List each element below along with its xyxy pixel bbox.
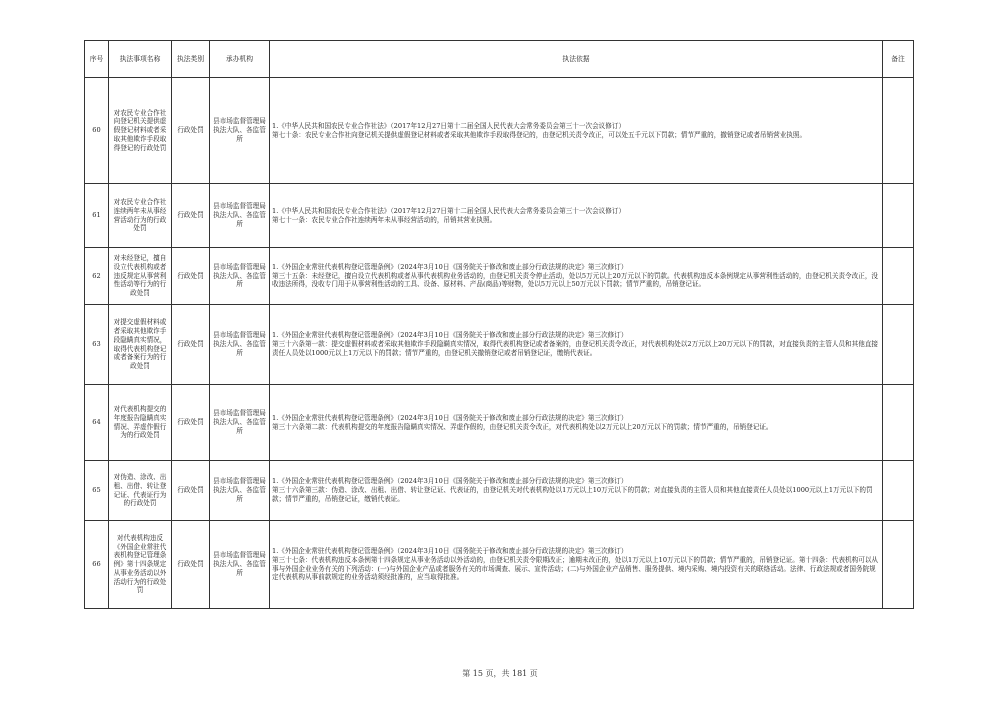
basis-line: 1.《外国企业常驻代表机构登记管理条例》（2024年3月10日《国务院关于修改和废止部分行政法规的决定》第三次修订） (272, 413, 628, 422)
row-note (883, 78, 914, 184)
row-num: 62 (85, 248, 109, 305)
row-item-name: 对代表机构违反《外国企业常驻代表机构登记管理条例》第十四条规定从事业务活动以外活动行为的行政处罚 (109, 521, 172, 609)
header-legal-basis: 执法依据 (270, 41, 883, 78)
row-organization: 县市场监督管理局执法大队、各监管所 (210, 385, 270, 461)
header-num: 序号 (85, 41, 109, 78)
row-enforcement-type: 行政处罚 (172, 184, 210, 248)
table-row (85, 78, 914, 184)
basis-line: 1.《外国企业常驻代表机构登记管理条例》（2024年3月10日《国务院关于修改和废止部分行政法规的决定》第三次修订） (272, 547, 628, 556)
row-num: 64 (85, 385, 109, 461)
row-num: 60 (85, 78, 109, 184)
basis-line: 第三十六条第三款：伪造、涂改、出租、出借、转让登记证、代表证的，由登记机关对代表机构处以1万元以上10万元以下的罚款；对直接负责的主管人员和其他直接责任人员处以1000元以上1万元以下的罚款；情节严重的，吊销登记证，缴销代表证。 (272, 486, 873, 503)
row-organization: 县市场监督管理局执法大队、各监管所 (210, 248, 270, 305)
header-note: 备注 (883, 41, 914, 78)
row-note (883, 385, 914, 461)
row-item-name: 对农民专业合作社向登记机关提供虚假登记材料或者采取其他欺诈手段取得登记的行政处罚 (109, 78, 172, 184)
row-enforcement-type: 行政处罚 (172, 248, 210, 305)
basis-line: 1.《中华人民共和国农民专业合作社法》（2017年12月27日第十二届全国人民代表大会常务委员会第三十一次会议修订） (272, 206, 626, 215)
table-row (85, 248, 914, 305)
row-item-name: 对未经登记，擅自设立代表机构或者违反规定从事营利性活动等行为的行政处罚 (109, 248, 172, 305)
table-row (85, 184, 914, 248)
basis-line: 1.《外国企业常驻代表机构登记管理条例》（2024年3月10日《国务院关于修改和废止部分行政法规的决定》第三次修订） (272, 331, 628, 340)
row-enforcement-type: 行政处罚 (172, 78, 210, 184)
row-organization: 县市场监督管理局执法大队、各监管所 (210, 78, 270, 184)
row-organization: 县市场监督管理局执法大队、各监管所 (210, 521, 270, 609)
row-item-name: 对提交虚假材料或者采取其他欺诈手段隐瞒真实情况，取得代表机构登记或者备案行为的行政处罚 (109, 305, 172, 385)
row-legal-basis (270, 248, 883, 305)
row-organization: 县市场监督管理局执法大队、各监管所 (210, 184, 270, 248)
table-row (85, 521, 914, 609)
row-note (883, 521, 914, 609)
row-item-name: 对代表机构提交的年度报告隐瞒真实情况、弄虚作假行为的行政处罚 (109, 385, 172, 461)
row-legal-basis (270, 461, 883, 521)
row-num: 65 (85, 461, 109, 521)
row-note (883, 184, 914, 248)
row-organization: 县市场监督管理局执法大队、各监管所 (210, 305, 270, 385)
basis-line: 第三十七条：代表机构违反本条例第十四条规定从事业务活动以外活动的，由登记机关责令限期改正；逾期未改正的，处以1万元以上10万元以下的罚款；情节严重的，吊销登记证。第十四条：代表机构可以从事与外国企业业务有关的下列活动：(一)与外国企业产品或者服务有关的市场调查、展示、宣传活动；(二)与外国企业产品销售、服务提供、境内采购、境内投资有关的联络活动。法律、行政法规或者国务院规定代表机构从事前款规定的业务活动须经批准的，应当取得批准。 (272, 555, 879, 582)
row-organization: 县市场监督管理局执法大队、各监管所 (210, 461, 270, 521)
row-item-name: 对农民专业合作社连续两年未从事经营活动行为的行政处罚 (109, 184, 172, 248)
row-num: 66 (85, 521, 109, 609)
row-item-name: 对伪造、涂改、出租、出借、转让登记证、代表证行为的行政处罚 (109, 461, 172, 521)
basis-line: 1.《外国企业常驻代表机构登记管理条例》（2024年3月10日《国务院关于修改和废止部分行政法规的决定》第三次修订） (272, 477, 628, 486)
basis-line: 第三十六条第二款：代表机构提交的年度报告隐瞒真实情况、弄虚作假的，由登记机关责令改正，对代表机构处以2万元以上20万元以下的罚款；情节严重的，吊销登记证。 (272, 422, 773, 431)
table-row (85, 461, 914, 521)
table-row (85, 385, 914, 461)
row-note (883, 248, 914, 305)
row-legal-basis (270, 305, 883, 385)
basis-line: 1.《中华人民共和国农民专业合作社法》（2017年12月27日第十二届全国人民代表大会常务委员会第三十一次会议修订） (272, 121, 626, 130)
row-num: 61 (85, 184, 109, 248)
row-enforcement-type: 行政处罚 (172, 385, 210, 461)
enforcement-table (84, 40, 914, 609)
basis-line: 1.《外国企业常驻代表机构登记管理条例》（2024年3月10日《国务院关于修改和废止部分行政法规的决定》第三次修订） (272, 262, 628, 271)
basis-line: 第七十一条：农民专业合作社连续两年未从事经营活动的，吊销其营业执照。 (272, 215, 497, 224)
row-enforcement-type: 行政处罚 (172, 461, 210, 521)
header-item-name: 执法事项名称 (109, 41, 172, 78)
table-row (85, 305, 914, 385)
row-note (883, 461, 914, 521)
row-enforcement-type: 行政处罚 (172, 305, 210, 385)
basis-line: 第三十六条第一款：提交虚假材料或者采取其他欺诈手段隐瞒真实情况，取得代表机构登记或者备案的，由登记机关责令改正，对代表机构处以2万元以上20万元以下的罚款，对直接负责的主管人员和其他直接责任人员处以1000元以上1万元以下的罚款；情节严重的，由登记机关撤销登记或者吊销登记证，缴销代表证。 (272, 340, 879, 357)
row-legal-basis (270, 184, 883, 248)
row-legal-basis (270, 521, 883, 609)
basis-line: 第三十五条：未经登记，擅自设立代表机构或者从事代表机构业务活动的，由登记机关责令停止活动，处以5万元以上20万元以下的罚款。代表机构违反本条例规定从事营利性活动的，由登记机关责令改正，没收违法所得，没收专门用于从事营利性活动的工具、设备、原材料、产品(商品)等财物，处以5万元以上50万元以下罚款；情节严重的，吊销登记证。 (272, 271, 879, 289)
table-header-row (85, 41, 914, 78)
row-num: 63 (85, 305, 109, 385)
basis-line: 第七十条：农民专业合作社向登记机关提供虚假登记材料或者采取其他欺诈手段取得登记的，由登记机关责令改正，可以处五千元以下罚款；情节严重的，撤销登记或者吊销营业执照。 (272, 130, 807, 139)
row-legal-basis (270, 78, 883, 184)
page-number: 第 15 页，共 181 页 (462, 669, 538, 678)
header-organization: 承办机构 (210, 41, 270, 78)
header-enforcement-type: 执法类别 (172, 41, 210, 78)
row-enforcement-type: 行政处罚 (172, 521, 210, 609)
row-legal-basis (270, 385, 883, 461)
row-note (883, 305, 914, 385)
